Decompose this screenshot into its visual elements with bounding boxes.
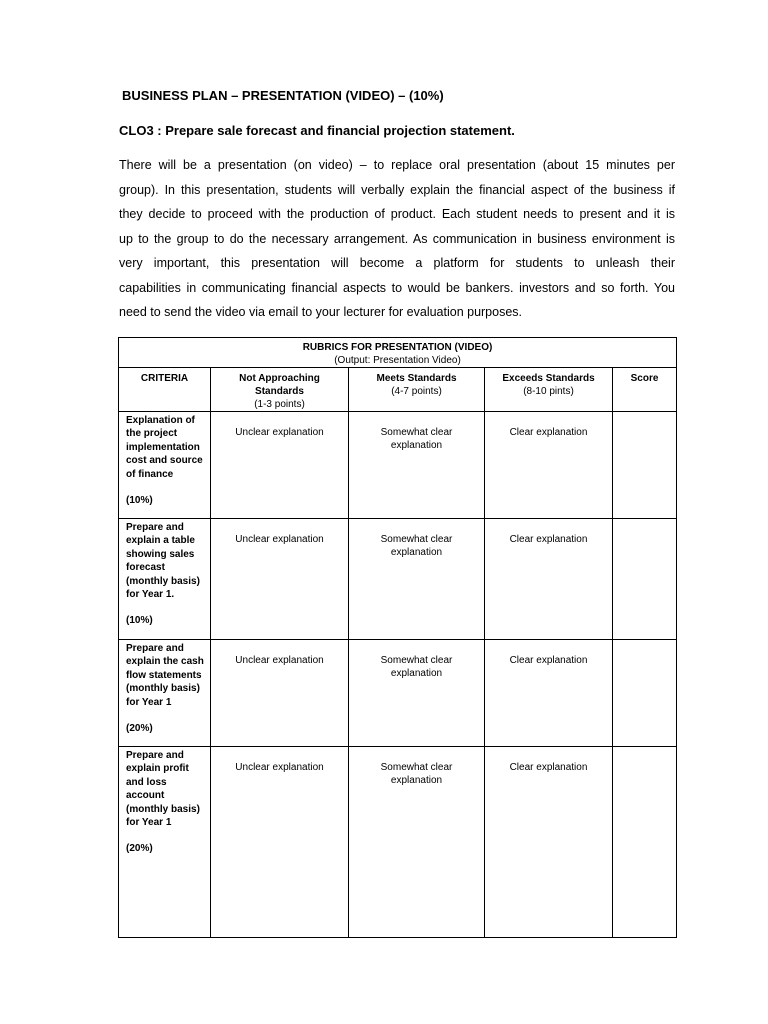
header-not-approaching	[211, 368, 349, 412]
not-approaching-cell	[211, 412, 349, 519]
not-approaching-text: Unclear explanation	[235, 534, 324, 545]
rubric-title-row	[119, 338, 677, 368]
paragraph-line: group). In this presentation, students will verbally explain the financial aspect of the business if	[119, 182, 675, 197]
criteria-weight: (20%)	[126, 843, 153, 855]
header-score-label: Score	[630, 373, 659, 384]
score-cell	[613, 412, 677, 519]
score-cell	[613, 640, 677, 747]
meets-cell	[349, 412, 485, 519]
table-row	[119, 519, 677, 640]
criteria-weight: (20%)	[126, 723, 153, 735]
not-approaching-cell	[211, 747, 349, 938]
not-approaching-text: Unclear explanation	[235, 762, 324, 773]
table-row	[119, 412, 677, 519]
page-heading: BUSINESS PLAN – PRESENTATION (VIDEO) – (10%)	[122, 88, 444, 103]
paragraph-line: capabilities in communicating financial aspects to would be bankers. investors and so forth. You	[119, 280, 675, 295]
score-cell	[613, 747, 677, 938]
meets-cell	[349, 519, 485, 640]
exceeds-text: Clear explanation	[509, 655, 588, 666]
meets-cell	[349, 640, 485, 747]
exceeds-cell	[485, 747, 613, 938]
header-exceeds	[485, 368, 613, 412]
score-cell	[613, 519, 677, 640]
paragraph-line: up to the group to do the necessary arrangement. As communication in business environment is	[119, 231, 675, 246]
header-exceeds-label: Exceeds Standards	[502, 373, 595, 384]
meets-text: Somewhat clear explanation	[380, 762, 453, 787]
exceeds-cell	[485, 412, 613, 519]
header-criteria	[119, 368, 211, 412]
exceeds-text: Clear explanation	[509, 762, 588, 773]
criteria-cell	[119, 747, 211, 938]
criteria-weight: (10%)	[126, 615, 153, 627]
rubric-header-row	[119, 368, 677, 412]
criteria-cell	[119, 640, 211, 747]
meets-text: Somewhat clear explanation	[380, 534, 453, 559]
meets-text: Somewhat clear explanation	[380, 655, 453, 680]
paragraph-line: There will be a presentation (on video) – to replace oral presentation (about 15 minutes per	[119, 158, 675, 172]
rubric-table	[118, 337, 677, 938]
criteria-text: Prepare and explain a table showing sales forecast (monthly basis) for Year 1.	[126, 522, 200, 601]
header-not-approaching-points: (1-3 points)	[254, 399, 305, 410]
not-approaching-text: Unclear explanation	[235, 427, 324, 438]
meets-cell	[349, 747, 485, 938]
criteria-text: Prepare and explain the cash flow statements (monthly basis) for Year 1	[126, 643, 204, 708]
rubric-title: RUBRICS FOR PRESENTATION (VIDEO)	[302, 342, 493, 353]
table-row	[119, 640, 677, 747]
criteria-text: Explanation of the project implementation cost and source of finance	[126, 415, 203, 480]
meets-text: Somewhat clear explanation	[380, 427, 453, 452]
rubric-title-cell	[119, 338, 677, 368]
header-score	[613, 368, 677, 412]
exceeds-text: Clear explanation	[509, 427, 588, 438]
table-row	[119, 747, 677, 938]
header-meets-label: Meets Standards	[376, 373, 457, 384]
header-exceeds-points: (8-10 pints)	[523, 386, 574, 397]
criteria-cell	[119, 412, 211, 519]
not-approaching-text: Unclear explanation	[235, 655, 324, 666]
instructions-paragraph	[119, 153, 675, 325]
header-criteria-label: CRITERIA	[140, 373, 189, 384]
header-meets-points: (4-7 points)	[391, 386, 442, 397]
rubric-subtitle: (Output: Presentation Video)	[334, 355, 461, 366]
paragraph-line: they decide to proceed with the production of product. Each student needs to present and it is	[119, 207, 675, 221]
exceeds-cell	[485, 519, 613, 640]
exceeds-cell	[485, 640, 613, 747]
not-approaching-cell	[211, 519, 349, 640]
paragraph-line: very important, this presentation will become a platform for students to unleash their	[119, 256, 675, 270]
criteria-cell	[119, 519, 211, 640]
exceeds-text: Clear explanation	[509, 534, 588, 545]
criteria-weight: (10%)	[126, 495, 153, 507]
not-approaching-cell	[211, 640, 349, 747]
paragraph-line: need to send the video via email to your lecturer for evaluation purposes.	[119, 305, 523, 319]
header-not-approaching-label: Not Approaching Standards	[239, 373, 320, 397]
header-meets	[349, 368, 485, 412]
clo-statement: CLO3 : Prepare sale forecast and financial projection statement.	[119, 123, 515, 138]
criteria-text: Prepare and explain profit and loss account (monthly basis) for Year 1	[126, 750, 200, 829]
